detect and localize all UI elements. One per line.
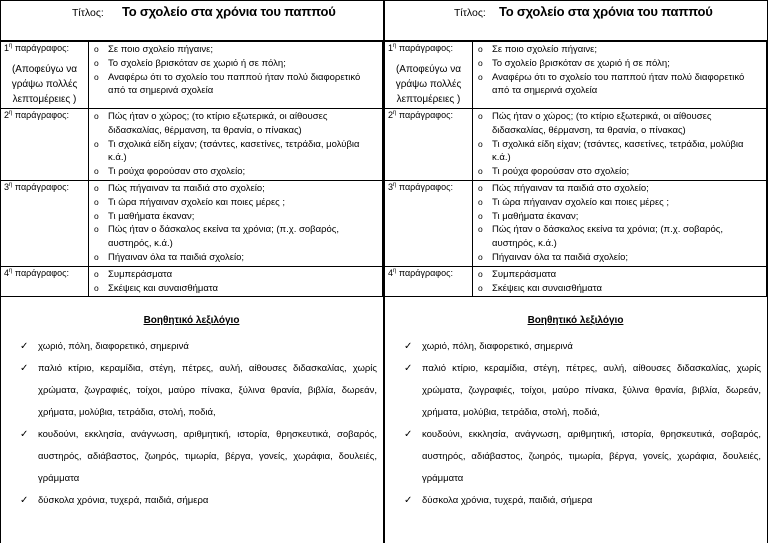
vocabulary-heading: Βοηθητικό λεξιλόγιο <box>143 315 240 326</box>
list-item: o Πώς πήγαιναν τα παιδιά στο σχολείο; <box>92 182 379 196</box>
vocabulary-item: ✓ κουδούνι, εκκλησία, ανάγνωση, αριθμητική, ιστορία, θρησκευτικά, σοβαρός, αυστηρός, αδιάβαστος, ζωηρός, τιμωρία, βέργα, γονείς, χωράφια, δουλειές, γράμματα <box>384 424 767 490</box>
paragraph-plan-table <box>384 41 767 297</box>
list-item: o Τι μαθήματα έκαναν; <box>476 210 763 224</box>
list-item: o Πήγαιναν όλα τα παιδιά σχολείο; <box>476 251 763 265</box>
paragraph-label: $3^\eta$ παράγραφος: <box>385 180 473 266</box>
worksheet-right <box>384 0 768 543</box>
vocabulary-item: ✓ χωριό, πόλη, διαφορετικό, σημερινά <box>384 336 767 358</box>
paragraph-row-2 <box>385 109 767 181</box>
vocabulary-item: ✓ κουδούνι, εκκλησία, ανάγνωση, αριθμητική, ιστορία, θρησκευτικά, σοβαρός, αυστηρός, αδιάβαστος, ζωηρός, τιμωρία, βέργα, γονείς, χωράφια, δουλειές, γράμματα <box>0 424 383 490</box>
paragraph-items <box>473 109 767 181</box>
paragraph-items <box>473 266 767 297</box>
list-item: o Πώς ήταν ο χώρος; (το κτίριο εξωτερικά, οι αίθουσες διδασκαλίας, θέρμανση, τα θρανία, ο πίνακας) <box>92 110 379 138</box>
paragraph-label: $1^\eta$ παράγραφος: (Αποφεύγω να γράψω πολλές λεπτομέρειες ) <box>1 42 89 109</box>
vocabulary-item: ✓ δύσκολα χρόνια, τυχερά, παιδιά, σήμερα <box>384 490 767 512</box>
list-item: o Σκέψεις και συναισθήματα <box>92 282 379 296</box>
paragraph-items <box>89 109 383 181</box>
paragraph-items <box>473 42 767 109</box>
paragraph-label: $4^\eta$ παράγραφος: <box>1 266 89 297</box>
list-item: o Τι μαθήματα έκαναν; <box>92 210 379 224</box>
paragraph-label: $2^\eta$ παράγραφος: <box>1 109 89 181</box>
list-item: o Τι ρούχα φορούσαν στο σχολείο; <box>92 165 379 179</box>
list-item: o Αναφέρω ότι το σχολείο του παππού ήταν πολύ διαφορετικό από τα σημερινά σχολεία <box>92 71 379 99</box>
list-item: o Συμπεράσματα <box>476 268 763 282</box>
paragraph-row-4 <box>1 266 383 297</box>
vocabulary-section <box>384 314 767 512</box>
paragraph-items <box>89 42 383 109</box>
paragraph-row-4 <box>385 266 767 297</box>
list-item: o Πώς ήταν ο δάσκαλος εκείνα τα χρόνια; (π.χ. σοβαρός, αυστηρός, κ.ά.) <box>92 223 379 251</box>
list-item: o Τι σχολικά είδη είχαν; (τσάντες, κασετίνες, τετράδια, μολύβια κ.ά.) <box>92 138 379 166</box>
vocabulary-item: ✓ δύσκολα χρόνια, τυχερά, παιδιά, σήμερα <box>0 490 383 512</box>
list-item: o Σκέψεις και συναισθήματα <box>476 282 763 296</box>
title-text: Το σχολείο στα χρόνια του παππού <box>122 4 336 19</box>
list-item: o Σε ποιο σχολείο πήγαινε; <box>476 43 763 57</box>
paragraph-row-2 <box>1 109 383 181</box>
paragraph-items <box>89 180 383 266</box>
title-row <box>384 0 768 41</box>
paragraph-label: $2^\eta$ παράγραφος: <box>385 109 473 181</box>
vocabulary-item: ✓ χωριό, πόλη, διαφορετικό, σημερινά <box>0 336 383 358</box>
list-item: o Τι ώρα πήγαιναν σχολείο και ποιες μέρες ; <box>92 196 379 210</box>
paragraph-note: (Αποφεύγω να γράψω πολλές λεπτομέρειες ) <box>11 64 78 105</box>
vocabulary-item: ✓ παλιό κτίριο, κεραμίδια, στέγη, πέτρες, αυλή, αίθουσες διδασκαλίας, χωρίς χρώματα, ζωγραφιές, τοίχοι, μαύρο πίνακα, ξύλινα θρανία, βιβλία, δωρεάν, χρήματα, μολύβια, τετράδια, στολή, ποδιά, <box>0 358 383 424</box>
list-item: o Αναφέρω ότι το σχολείο του παππού ήταν πολύ διαφορετικό από τα σημερινά σχολεία <box>476 71 763 99</box>
list-item: o Πήγαιναν όλα τα παιδιά σχολείο; <box>92 251 379 265</box>
title-label: Τίτλος: <box>72 7 104 19</box>
list-item: o Τι ρούχα φορούσαν στο σχολείο; <box>476 165 763 179</box>
paragraph-row-3 <box>385 180 767 266</box>
paragraph-row-1 <box>385 42 767 109</box>
list-item: o Πώς πήγαιναν τα παιδιά στο σχολείο; <box>476 182 763 196</box>
paragraph-items <box>89 266 383 297</box>
paragraph-note: (Αποφεύγω να γράψω πολλές λεπτομέρειες ) <box>395 64 462 105</box>
list-item: o Το σχολείο βρισκόταν σε χωριό ή σε πόλη; <box>476 57 763 71</box>
paragraph-items <box>473 180 767 266</box>
list-item: o Πώς ήταν ο χώρος; (το κτίριο εξωτερικά, οι αίθουσες διδασκαλίας, θέρμανση, τα θρανία, ο πίνακας) <box>476 110 763 138</box>
list-item: o Συμπεράσματα <box>92 268 379 282</box>
list-item: o Σε ποιο σχολείο πήγαινε; <box>92 43 379 57</box>
vocabulary-heading: Βοηθητικό λεξιλόγιο <box>527 315 624 326</box>
paragraph-plan-table <box>0 41 383 297</box>
vocabulary-item: ✓ παλιό κτίριο, κεραμίδια, στέγη, πέτρες, αυλή, αίθουσες διδασκαλίας, χωρίς χρώματα, ζωγραφιές, τοίχοι, μαύρο πίνακα, ξύλινα θρανία, βιβλία, δωρεάν, χρήματα, μολύβια, τετράδια, στολή, ποδιά, <box>384 358 767 424</box>
paragraph-label: $1^\eta$ παράγραφος: (Αποφεύγω να γράψω πολλές λεπτομέρειες ) <box>385 42 473 109</box>
list-item: o Πώς ήταν ο δάσκαλος εκείνα τα χρόνια; (π.χ. σοβαρός, αυστηρός, κ.ά.) <box>476 223 763 251</box>
paragraph-label: $3^\eta$ παράγραφος: <box>1 180 89 266</box>
title-text: Το σχολείο στα χρόνια του παππού <box>499 4 713 19</box>
paragraph-row-1 <box>1 42 383 109</box>
paragraph-label: $4^\eta$ παράγραφος: <box>385 266 473 297</box>
list-item: o Τι ώρα πήγαιναν σχολείο και ποιες μέρες ; <box>476 196 763 210</box>
title-label: Τίτλος: <box>454 7 486 19</box>
list-item: o Τι σχολικά είδη είχαν; (τσάντες, κασετίνες, τετράδια, μολύβια κ.ά.) <box>476 138 763 166</box>
vocabulary-section <box>0 314 383 512</box>
paragraph-row-3 <box>1 180 383 266</box>
list-item: o Το σχολείο βρισκόταν σε χωριό ή σε πόλη; <box>92 57 379 71</box>
title-row <box>0 0 384 41</box>
